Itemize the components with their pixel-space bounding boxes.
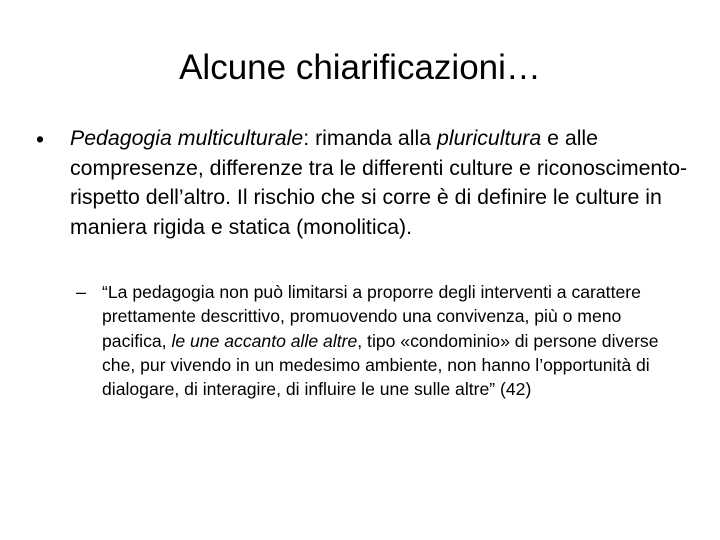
- bullet-level2: [76, 280, 676, 401]
- italic-segment: pluricultura: [437, 126, 542, 150]
- bullet-marker: •: [36, 126, 45, 152]
- quote-text: [102, 280, 676, 401]
- text-segment: : rimanda alla: [303, 126, 437, 150]
- bullet-level1: [36, 124, 696, 242]
- italic-segment: le une accanto alle altre: [171, 330, 358, 351]
- text-segment: “La pedagogia non può limitarsi a proporre degli interventi a carattere prettamente descrittivo, promuovendo una convivenza, più o meno pacifica,: [102, 282, 641, 351]
- text-segment: e alle compresenze, differenze tra le differenti culture e riconoscimento-rispetto dell’altro. Il rischio che si corre è di definire le culture in maniera rigida e statica (monolitica).: [70, 126, 688, 239]
- term-italic: Pedagogia multiculturale: [70, 126, 304, 150]
- bullet-text: [70, 124, 696, 242]
- slide-title: Alcune chiarificazioni…: [179, 48, 541, 87]
- text-segment: , tipo «condominio» di persone diverse che, pur vivendo in un medesimo ambiente, non hanno l’opportunità di dialogare, di interagire, di influire le une sulle altre” (42): [102, 330, 659, 400]
- sub-bullet-marker: –: [76, 282, 87, 302]
